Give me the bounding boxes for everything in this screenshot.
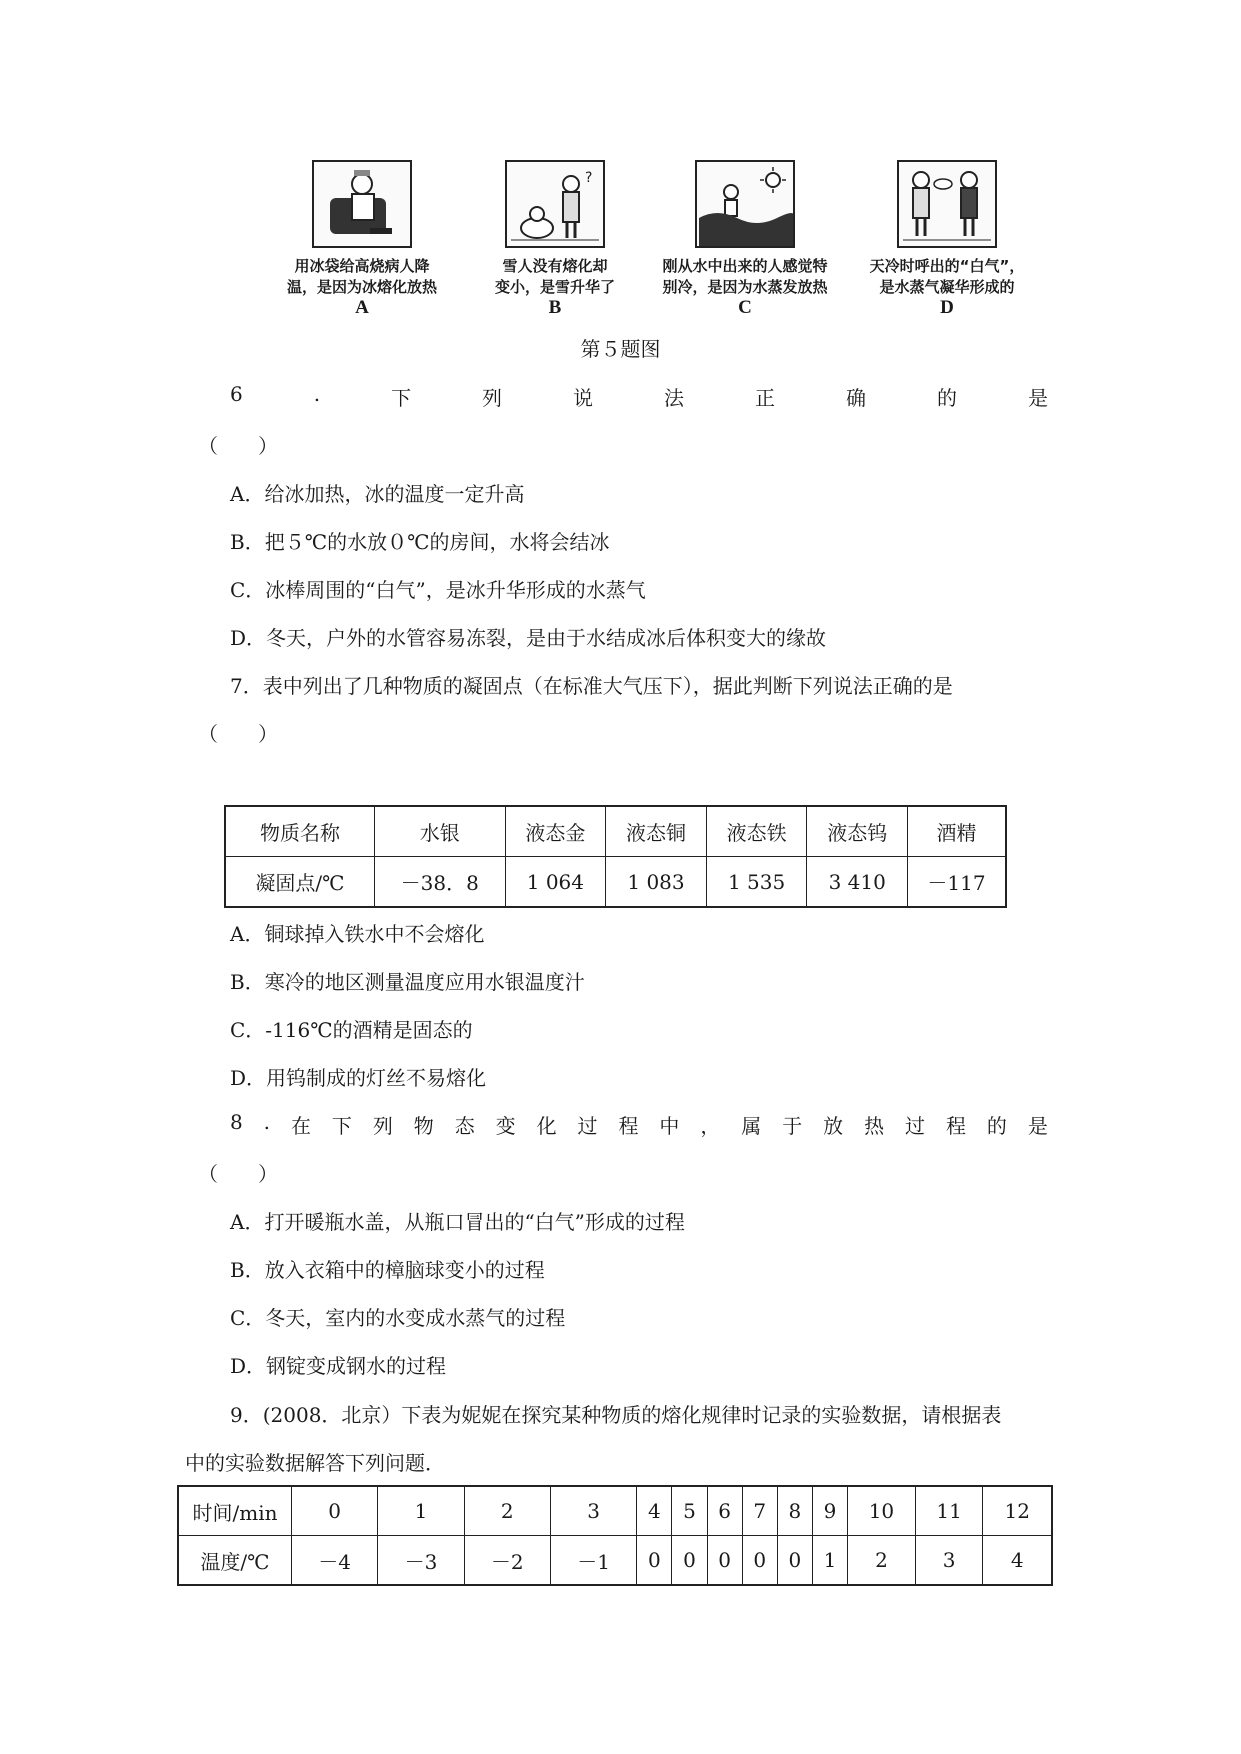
q8-stem-char: 的: [986, 1114, 1007, 1138]
q6-stem: [230, 382, 1048, 411]
table-cell: 液态金: [505, 806, 606, 857]
svg-text:?: ?: [585, 170, 593, 186]
table-row: [225, 857, 1006, 908]
table-cell: －1: [550, 1536, 636, 1586]
q8-stem-char: 放: [823, 1114, 844, 1138]
q7-stem: 7．表中列出了几种物质的凝固点（在标准大气压下），据此判断下列说法正确的是: [230, 674, 953, 698]
patient-with-icebag-icon: [312, 160, 412, 248]
figure-c: [655, 160, 835, 318]
table-cell: 3 410: [807, 857, 908, 908]
q8-stem: [230, 1110, 1048, 1139]
q6-answer-paren[interactable]: （ ）: [198, 434, 278, 458]
q7-option-a: A．铜球掉入铁水中不会熔化: [230, 922, 485, 946]
q8-stem-char: 热: [864, 1114, 885, 1138]
table-cell: 7: [742, 1486, 777, 1536]
figure-row: [0, 160, 1241, 320]
q6-stem-char: 6: [230, 382, 243, 406]
table-cell: 2: [464, 1486, 550, 1536]
q8-stem-char: 变: [495, 1114, 516, 1138]
table-cell: 11: [915, 1486, 983, 1536]
figure-d-letter: D: [940, 297, 954, 318]
q6-option-c: C．冰棒周围的“白气”，是冰升华形成的水蒸气: [230, 578, 646, 602]
q6-stem-char: 的: [936, 386, 957, 410]
table-row: [178, 1486, 1052, 1536]
figure-b-caption: 雪人没有熔化却 变小，是雪升华了: [494, 257, 615, 296]
table-cell: 4: [637, 1486, 672, 1536]
table-cell: 水银: [374, 806, 505, 857]
table-cell: 温度/℃: [178, 1536, 292, 1586]
figure-d-caption: 天冷时呼出的“白气”， 是水蒸气凝华形成的: [869, 257, 1025, 296]
figure-d: [857, 160, 1037, 318]
table-cell: －38．8: [374, 857, 505, 908]
q6-stem-char: 确: [845, 386, 866, 410]
q8-option-d: D．钢锭变成钢水的过程: [230, 1354, 447, 1378]
table-cell: 8: [777, 1486, 812, 1536]
q8-stem-char: ，: [700, 1114, 721, 1138]
table-cell: 2: [848, 1536, 916, 1586]
table-cell: 1 064: [505, 857, 606, 908]
q8-stem-char: 8: [230, 1110, 243, 1134]
table-cell: 9: [812, 1486, 847, 1536]
table-row: [178, 1536, 1052, 1586]
q8-stem-char: 过: [577, 1114, 598, 1138]
q6-option-d: D．冬天，户外的水管容易冻裂，是由于水结成冰后体积变大的缘故: [230, 626, 827, 650]
table-row: [225, 806, 1006, 857]
table-cell: 0: [292, 1486, 378, 1536]
table-cell: 4: [983, 1536, 1052, 1586]
q8-stem-char: 于: [782, 1114, 803, 1138]
q8-stem-char: 列: [372, 1114, 393, 1138]
q7-option-b: B．寒冷的地区测量温度应用水银温度汁: [230, 970, 585, 994]
table-cell: 0: [707, 1536, 742, 1586]
figure-b: [465, 160, 645, 318]
q8-option-b: B．放入衣箱中的樟脑球变小的过程: [230, 1258, 545, 1282]
q8-stem-char: 过: [905, 1114, 926, 1138]
q6-stem-char: .: [313, 382, 321, 406]
table-cell: －3: [378, 1536, 464, 1586]
people-breath-icon: [897, 160, 997, 248]
snowman-icon: [505, 160, 605, 248]
q8-stem-char: .: [263, 1110, 271, 1134]
q8-stem-char: 化: [536, 1114, 557, 1138]
table-cell: 物质名称: [225, 806, 374, 857]
figure-a-letter: A: [355, 297, 369, 318]
table-cell: 3: [915, 1536, 983, 1586]
table-cell: 0: [637, 1536, 672, 1586]
table-cell: －2: [464, 1536, 550, 1586]
q9-melting-data-table: [177, 1485, 1053, 1586]
q7-answer-paren[interactable]: （ ）: [198, 722, 278, 746]
q8-stem-char: 在: [290, 1114, 311, 1138]
table-cell: 液态铁: [706, 806, 807, 857]
q8-stem-char: 是: [1027, 1114, 1048, 1138]
q8-stem-char: 中: [659, 1114, 680, 1138]
table-cell: 5: [672, 1486, 707, 1536]
table-cell: 12: [983, 1486, 1052, 1536]
table-cell: 1: [812, 1536, 847, 1586]
q8-stem-char: 程: [618, 1114, 639, 1138]
q8-option-c: C．冬天，室内的水变成水蒸气的过程: [230, 1306, 566, 1330]
q6-stem-char: 说: [573, 386, 594, 410]
q9-stem-line1: 9．(2008．北京）下表为妮妮在探究某种物质的熔化规律时记录的实验数据，请根据表: [230, 1403, 1002, 1427]
table-cell: 酒精: [908, 806, 1006, 857]
figure-c-letter: C: [738, 297, 752, 318]
q8-stem-char: 态: [454, 1114, 475, 1138]
q6-stem-char: 正: [755, 386, 775, 410]
figure-a-caption: 用冰袋给高烧病人降 温，是因为冰熔化放热: [286, 257, 437, 296]
q6-option-a: A．给冰加热，冰的温度一定升高: [230, 482, 525, 506]
q9-stem-line2: 中的实验数据解答下列问题．: [185, 1451, 445, 1475]
swimmer-sun-icon: [695, 160, 795, 248]
table-cell: 0: [672, 1536, 707, 1586]
q8-stem-char: 属: [741, 1114, 762, 1138]
q8-option-a: A．打开暖瓶水盖，从瓶口冒出的“白气”形成的过程: [230, 1210, 685, 1234]
table-cell: －117: [908, 857, 1006, 908]
q7-freezing-point-table: [224, 805, 1007, 908]
q8-stem-char: 程: [945, 1114, 966, 1138]
figure-c-caption: 刚从水中出来的人感觉特 别冷，是因为水蒸发放热: [662, 257, 828, 296]
q6-stem-char: 法: [664, 386, 685, 410]
q6-option-b: B．把５℃的水放０℃的房间，水将会结冰: [230, 530, 610, 554]
table-cell: 液态铜: [606, 806, 707, 857]
table-cell: －4: [292, 1536, 378, 1586]
q8-stem-char: 下: [331, 1114, 352, 1138]
table-cell: 0: [777, 1536, 812, 1586]
table-cell: 1 083: [606, 857, 707, 908]
table-cell: 1 535: [706, 857, 807, 908]
figure-title: 第５题图: [580, 337, 661, 361]
table-cell: 3: [550, 1486, 636, 1536]
table-cell: 时间/min: [178, 1486, 292, 1536]
table-cell: 0: [742, 1536, 777, 1586]
table-cell: 10: [848, 1486, 916, 1536]
q8-stem-char: 物: [413, 1114, 434, 1138]
table-cell: 凝固点/℃: [225, 857, 374, 908]
q6-stem-char: 列: [482, 386, 503, 410]
table-cell: 1: [378, 1486, 464, 1536]
q8-answer-paren[interactable]: （ ）: [198, 1162, 278, 1186]
q6-stem-char: 是: [1027, 386, 1048, 410]
q7-option-d: D．用钨制成的灯丝不易熔化: [230, 1066, 487, 1090]
table-cell: 液态钨: [807, 806, 908, 857]
table-cell: 6: [707, 1486, 742, 1536]
figure-a: [272, 160, 452, 318]
q7-option-c: C．-116℃的酒精是固态的: [230, 1018, 473, 1042]
figure-b-letter: B: [548, 297, 562, 318]
q6-stem-char: 下: [391, 386, 412, 410]
